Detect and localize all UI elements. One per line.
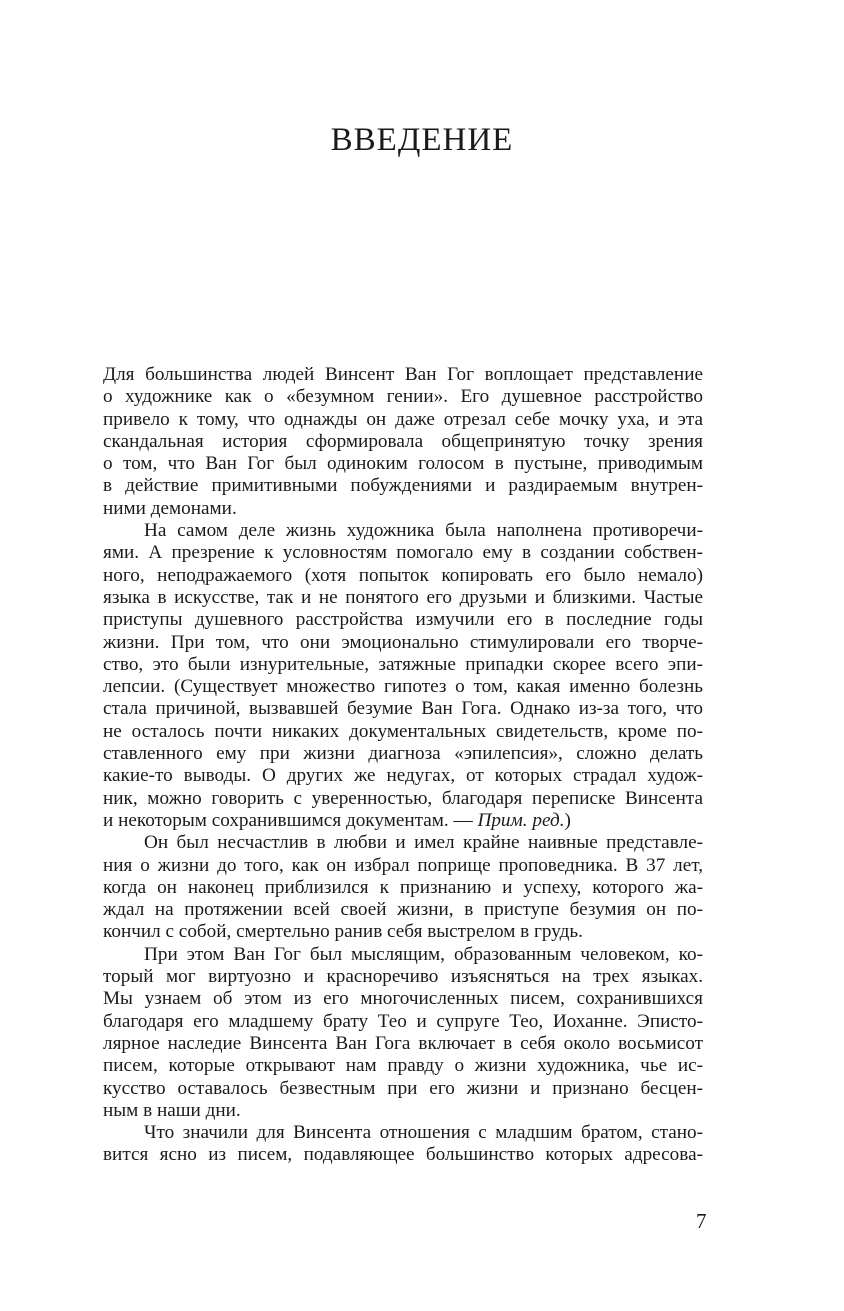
text-line: скандальная история сформировала общепринятую точку зрения xyxy=(103,430,703,452)
text-line: привело к тому, что однажды он даже отрезал себе мочку уха, и эта xyxy=(103,408,703,430)
text-line: жизни. При том, что они эмоционально стимулировали его творче- xyxy=(103,631,703,653)
text-line: благодаря его младшему брату Тео и супруге Тео, Иоханне. Эписто- xyxy=(103,1010,703,1032)
text-line: Он был несчастлив в любви и имел крайне наивные представле- xyxy=(144,832,703,854)
text-line: ними демонами. xyxy=(103,497,237,519)
text-line: лепсии. (Существует множество гипотез о том, какая именно болезнь xyxy=(103,676,703,698)
text-line: стала причиной, вызвавшей безумие Ван Гога. Однако из-за того, что xyxy=(103,698,703,720)
body-text xyxy=(103,364,703,1167)
text-line: писем, которые открывают нам правду о жизни художника, чье ис- xyxy=(103,1055,703,1077)
text-segment: ) xyxy=(564,809,571,831)
text-line: На самом деле жизнь художника была наполнена противоречи- xyxy=(144,520,703,542)
text-line: ставленного ему при жизни диагноза «эпилепсия», сложно делать xyxy=(103,743,703,765)
text-line: не осталось почти никаких документальных свидетельств, кроме по- xyxy=(103,720,703,742)
text-line: ник, можно говорить с уверенностью, благодаря переписке Винсента xyxy=(103,787,703,809)
text-line: какие-то выводы. О других же недугах, от которых страдал худож- xyxy=(103,765,703,787)
text-line: При этом Ван Гог был мыслящим, образованным человеком, ко- xyxy=(144,943,703,965)
text-line: торый мог виртуозно и красноречиво изъясняться на трех языках. xyxy=(103,966,703,988)
text-line: Что значили для Винсента отношения с младшим братом, стано- xyxy=(144,1122,703,1144)
text-line: Для большинства людей Винсент Ван Гог воплощает представление xyxy=(103,364,703,385)
text-line: лярное наследие Винсента Ван Гога включает в себя около восьмисот xyxy=(103,1032,703,1054)
text-line: когда он наконец приблизился к признанию и успеху, которого жа- xyxy=(103,876,703,898)
text-line: ями. А презрение к условностям помогало ему в создании собствен- xyxy=(103,542,703,564)
text-line: Мы узнаем об этом из его многочисленных писем, сохранившихся xyxy=(103,988,703,1010)
text-line: ния о жизни до того, как он избрал поприще проповедника. В 37 лет, xyxy=(103,854,703,876)
text-line: ство, это были изнурительные, затяжные припадки скорее всего эпи- xyxy=(103,653,703,675)
page-title: ВВЕДЕНИЕ xyxy=(330,122,514,158)
text-line: кончил с собой, смертельно ранив себя выстрелом в грудь. xyxy=(103,921,583,943)
text-line: ным в наши дни. xyxy=(103,1099,241,1121)
text-line: вится ясно из писем, подавляющее большинство которых адресова- xyxy=(103,1144,703,1166)
text-line: в действие примитивными побуждениями и раздираемым внутрен- xyxy=(103,475,703,497)
text-line: о том, что Ван Гог был одиноким голосом в пустыне, приводимым xyxy=(103,453,703,475)
text-line: кусство оставалось безвестным при его жизни и признано бесцен- xyxy=(103,1077,703,1099)
text-line: ного, неподражаемого (хотя попыток копировать его было немало) xyxy=(103,564,703,586)
text-line xyxy=(103,810,703,832)
text-line: ждал на протяжении всей своей жизни, в приступе безумия он по- xyxy=(103,899,703,921)
page-number: 7 xyxy=(696,1209,707,1233)
text-segment: и некоторым сохранившимся документам. — xyxy=(103,809,478,831)
text-line: о художнике как о «безумном гении». Его душевное расстройство xyxy=(103,386,703,408)
text-line: приступы душевного расстройства измучили его в последние годы xyxy=(103,609,703,631)
editor-note: Прим. ред. xyxy=(477,809,565,831)
text-line: языка в искусстве, так и не понятого его друзьми и близкими. Частые xyxy=(103,586,703,608)
